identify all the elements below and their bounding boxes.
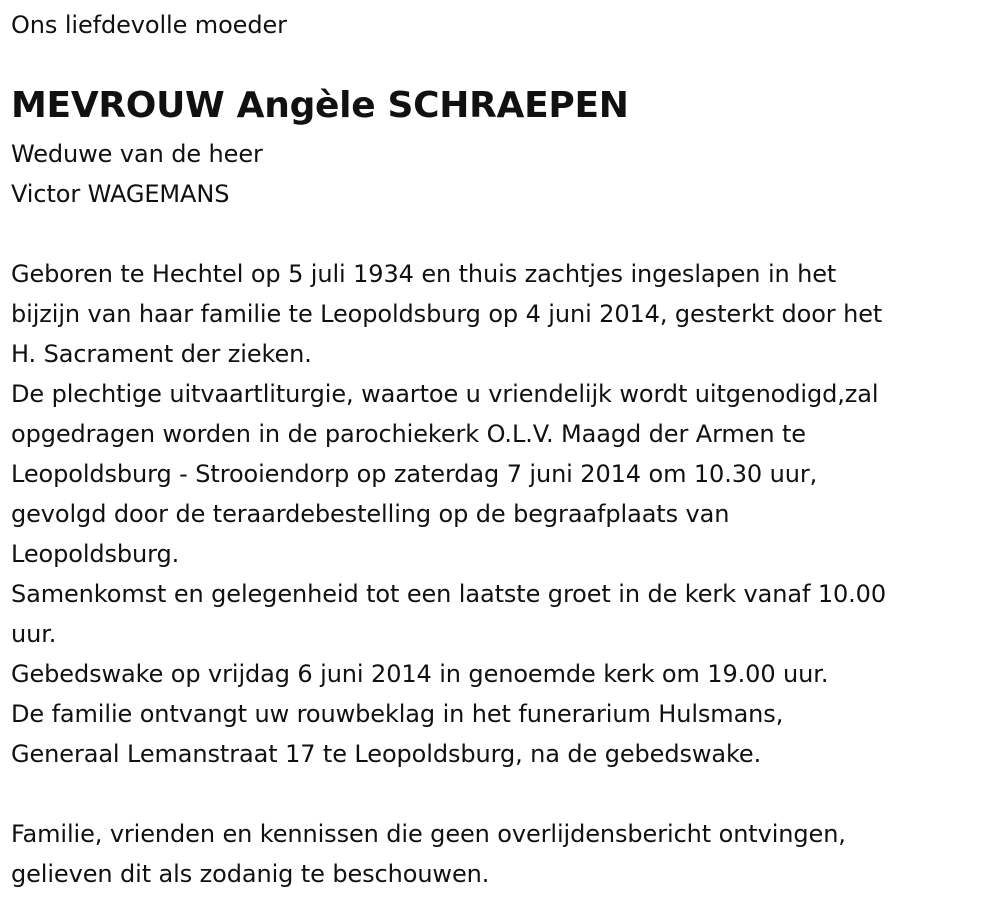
body-line: gevolgd door de teraardebestelling op de begraafplaats van xyxy=(11,500,730,528)
body-block xyxy=(11,254,886,774)
widow-line: Weduwe van de heer xyxy=(11,140,263,168)
body-line: De plechtige uitvaartliturgie, waartoe u vriendelijk wordt uitgenodigd,zal xyxy=(11,380,879,408)
body-line: Leopoldsburg. xyxy=(11,540,180,568)
body-line: H. Sacrament der zieken. xyxy=(11,340,312,368)
intro-line: Ons liefdevolle moeder xyxy=(11,11,287,39)
widow-line: Victor WAGEMANS xyxy=(11,180,230,208)
deceased-name: MEVROUW Angèle SCHRAEPEN xyxy=(11,85,629,126)
closing-line: Familie, vrienden en kennissen die geen overlijdensbericht ontvingen, xyxy=(11,820,846,848)
closing-line: gelieven dit als zodanig te beschouwen. xyxy=(11,860,490,888)
body-line: opgedragen worden in de parochiekerk O.L.V. Maagd der Armen te xyxy=(11,420,806,448)
body-line: Leopoldsburg - Strooiendorp op zaterdag 7 juni 2014 om 10.30 uur, xyxy=(11,460,818,488)
body-line: uur. xyxy=(11,620,57,648)
body-line: Samenkomst en gelegenheid tot een laatste groet in de kerk vanaf 10.00 xyxy=(11,580,887,608)
body-line: Geboren te Hechtel op 5 juli 1934 en thuis zachtjes ingeslapen in het xyxy=(11,260,837,288)
body-line: Gebedswake op vrijdag 6 juni 2014 in genoemde kerk om 19.00 uur. xyxy=(11,660,829,688)
body-line: bijzijn van haar familie te Leopoldsburg op 4 juni 2014, gesterkt door het xyxy=(11,300,883,328)
body-line: De familie ontvangt uw rouwbeklag in het funerarium Hulsmans, xyxy=(11,700,784,728)
closing-block xyxy=(11,814,846,894)
body-line: Generaal Lemanstraat 17 te Leopoldsburg, na de gebedswake. xyxy=(11,740,762,768)
widow-block xyxy=(11,134,263,214)
